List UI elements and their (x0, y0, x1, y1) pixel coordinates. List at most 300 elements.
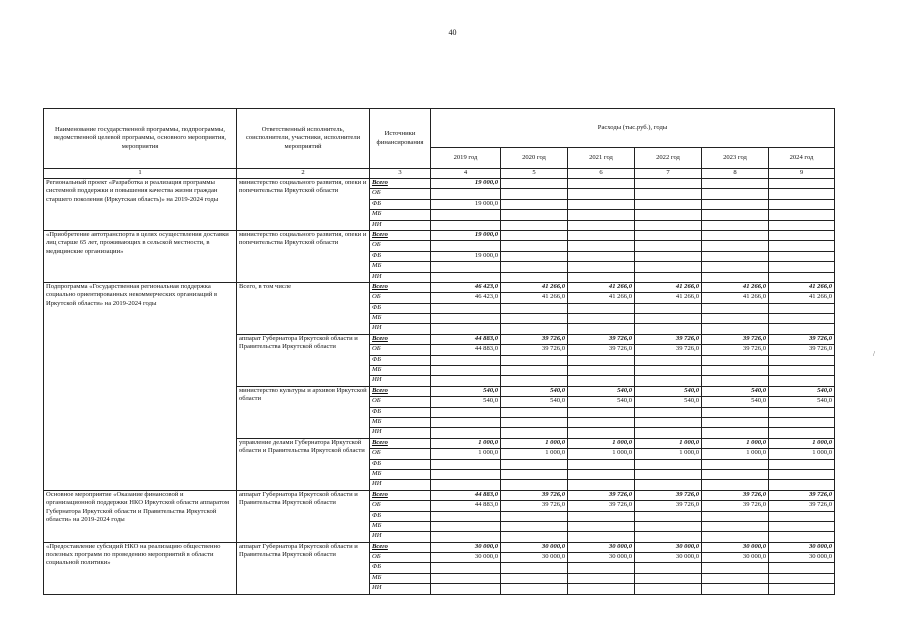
amount-cell (635, 573, 702, 583)
amount-cell (769, 511, 835, 521)
amount-cell (635, 272, 702, 282)
amount-cell (635, 532, 702, 542)
amount-cell (501, 407, 568, 417)
amount-cell (568, 272, 635, 282)
amount-cell: 30 000,0 (501, 553, 568, 563)
amount-cell: 30 000,0 (769, 553, 835, 563)
amount-cell: 39 726,0 (702, 490, 769, 500)
amount-cell: 30 000,0 (769, 542, 835, 552)
funding-source: ОБ (370, 553, 431, 563)
amount-cell (568, 366, 635, 376)
funding-source: МБ (370, 314, 431, 324)
amount-cell: 540,0 (702, 386, 769, 396)
amount-cell (702, 428, 769, 438)
amount-cell (431, 521, 501, 531)
amount-cell: 39 726,0 (501, 490, 568, 500)
amount-cell (568, 417, 635, 427)
amount-cell: 19 000,0 (431, 179, 501, 189)
amount-cell: 39 726,0 (635, 345, 702, 355)
amount-cell: 39 726,0 (501, 501, 568, 511)
amount-cell (568, 189, 635, 199)
amount-cell: 540,0 (501, 397, 568, 407)
amount-cell (769, 469, 835, 479)
executor-name: аппарат Губернатора Иркутской области и Правительства Иркутской области (237, 490, 370, 542)
amount-cell: 39 726,0 (702, 345, 769, 355)
amount-cell (501, 532, 568, 542)
amount-cell (431, 220, 501, 230)
program-name: «Приобретение автотранспорта в целях осуществления доставки лиц старше 65 лет, проживающих в сельской местности, в медицинские организации» (44, 230, 237, 282)
amount-cell: 44 883,0 (431, 490, 501, 500)
amount-cell: 39 726,0 (769, 345, 835, 355)
amount-cell (702, 220, 769, 230)
amount-cell (568, 251, 635, 261)
amount-cell (568, 241, 635, 251)
amount-cell (769, 241, 835, 251)
amount-cell (635, 241, 702, 251)
amount-cell (501, 511, 568, 521)
amount-cell (635, 179, 702, 189)
amount-cell (501, 584, 568, 594)
program-name: Основное мероприятие «Оказание финансовой и организационной поддержки НКО Иркутской области аппаратом Губернатора Иркутской области и Правительства Иркутской области» на 2019-2024 годы (44, 490, 237, 542)
amount-cell (431, 314, 501, 324)
funding-source: Всего (370, 438, 431, 448)
amount-cell (769, 407, 835, 417)
amount-cell (431, 376, 501, 386)
amount-cell: 39 726,0 (501, 334, 568, 344)
amount-cell (568, 230, 635, 240)
amount-cell (431, 459, 501, 469)
amount-cell: 39 726,0 (568, 490, 635, 500)
amount-cell (568, 469, 635, 479)
column-number: 2 (237, 169, 370, 179)
amount-cell (501, 230, 568, 240)
amount-cell: 1 000,0 (501, 449, 568, 459)
amount-cell (702, 521, 769, 531)
funding-source: Всего (370, 386, 431, 396)
amount-cell (635, 511, 702, 521)
amount-cell (568, 220, 635, 230)
amount-cell: 41 266,0 (568, 282, 635, 292)
amount-cell (702, 262, 769, 272)
amount-cell: 39 726,0 (635, 490, 702, 500)
funding-source: ОБ (370, 397, 431, 407)
amount-cell (635, 376, 702, 386)
amount-cell (702, 230, 769, 240)
amount-cell (501, 417, 568, 427)
amount-cell (702, 573, 769, 583)
amount-cell (431, 210, 501, 220)
program-name: Подпрограмма «Государственная региональная поддержка социально ориентированных некоммерческих организаций в Иркутской области» на 2019-2024 годы (44, 282, 237, 490)
amount-cell (702, 314, 769, 324)
executor-name: министерство культуры и архивов Иркутской области (237, 386, 370, 438)
amount-cell (568, 407, 635, 417)
amount-cell (501, 220, 568, 230)
amount-cell: 540,0 (431, 386, 501, 396)
executor-name: управление делами Губернатора Иркутской области и Правительства Иркутской области (237, 438, 370, 490)
amount-cell (769, 251, 835, 261)
amount-cell: 1 000,0 (501, 438, 568, 448)
funding-source: МБ (370, 366, 431, 376)
header-year: 2022 год (635, 148, 702, 169)
amount-cell (431, 532, 501, 542)
funding-source: Всего (370, 230, 431, 240)
funding-source: ИИ (370, 324, 431, 334)
margin-mark: / (873, 350, 875, 358)
amount-cell: 39 726,0 (635, 501, 702, 511)
header-expenses: Расходы (тыс.руб.), годы (431, 109, 835, 148)
amount-cell: 41 266,0 (702, 293, 769, 303)
budget-table (43, 108, 835, 595)
page-number: 40 (448, 28, 457, 37)
executor-name: министерство социального развития, опеки и попечительства Иркутской области (237, 230, 370, 282)
amount-cell (431, 366, 501, 376)
amount-cell (635, 584, 702, 594)
amount-cell: 30 000,0 (635, 542, 702, 552)
amount-cell (769, 532, 835, 542)
amount-cell (702, 376, 769, 386)
amount-cell: 30 000,0 (702, 553, 769, 563)
amount-cell (769, 376, 835, 386)
amount-cell (568, 459, 635, 469)
amount-cell: 30 000,0 (431, 553, 501, 563)
amount-cell (635, 417, 702, 427)
amount-cell (635, 563, 702, 573)
amount-cell (568, 563, 635, 573)
amount-cell (501, 459, 568, 469)
amount-cell (635, 210, 702, 220)
amount-cell: 1 000,0 (635, 438, 702, 448)
funding-source: Всего (370, 179, 431, 189)
amount-cell: 30 000,0 (501, 542, 568, 552)
funding-source: ОБ (370, 189, 431, 199)
amount-cell (501, 303, 568, 313)
column-number: 1 (44, 169, 237, 179)
amount-cell (635, 428, 702, 438)
header-year: 2024 год (769, 148, 835, 169)
amount-cell (635, 230, 702, 240)
amount-cell (568, 480, 635, 490)
amount-cell (635, 324, 702, 334)
amount-cell: 46 423,0 (431, 282, 501, 292)
amount-cell: 30 000,0 (568, 553, 635, 563)
amount-cell (635, 521, 702, 531)
amount-cell: 44 883,0 (431, 334, 501, 344)
column-number: 4 (431, 169, 501, 179)
amount-cell (702, 469, 769, 479)
amount-cell: 1 000,0 (769, 449, 835, 459)
amount-cell (769, 584, 835, 594)
amount-cell (769, 220, 835, 230)
amount-cell (702, 210, 769, 220)
amount-cell (431, 324, 501, 334)
amount-cell (769, 199, 835, 209)
amount-cell: 540,0 (568, 386, 635, 396)
amount-cell (568, 262, 635, 272)
amount-cell (501, 480, 568, 490)
amount-cell: 39 726,0 (769, 490, 835, 500)
amount-cell (635, 189, 702, 199)
amount-cell (769, 272, 835, 282)
amount-cell (702, 407, 769, 417)
program-name: Региональный проект «Разработка и реализация программы системной поддержки и повышения качества жизни граждан старшего поколения (Иркутская область)» на 2019-2024 годы (44, 179, 237, 231)
amount-cell (501, 428, 568, 438)
amount-cell (431, 469, 501, 479)
amount-cell (501, 189, 568, 199)
amount-cell: 44 883,0 (431, 501, 501, 511)
amount-cell (769, 573, 835, 583)
amount-cell: 540,0 (568, 397, 635, 407)
funding-source: ИИ (370, 532, 431, 542)
amount-cell (769, 179, 835, 189)
funding-source: ИИ (370, 272, 431, 282)
amount-cell (635, 407, 702, 417)
column-number: 8 (702, 169, 769, 179)
amount-cell (431, 417, 501, 427)
table-row (44, 282, 835, 292)
executor-name: аппарат Губернатора Иркутской области и Правительства Иркутской области (237, 334, 370, 386)
amount-cell: 30 000,0 (702, 542, 769, 552)
amount-cell (431, 511, 501, 521)
header-year: 2019 год (431, 148, 501, 169)
funding-source: МБ (370, 417, 431, 427)
funding-source: ОБ (370, 345, 431, 355)
funding-source: МБ (370, 521, 431, 531)
amount-cell (501, 376, 568, 386)
amount-cell: 39 726,0 (568, 501, 635, 511)
amount-cell (635, 220, 702, 230)
amount-cell: 540,0 (769, 397, 835, 407)
funding-source: ИИ (370, 428, 431, 438)
amount-cell: 540,0 (431, 397, 501, 407)
amount-cell (501, 241, 568, 251)
column-number: 5 (501, 169, 568, 179)
amount-cell: 30 000,0 (568, 542, 635, 552)
amount-cell (501, 199, 568, 209)
amount-cell (431, 272, 501, 282)
amount-cell (702, 417, 769, 427)
amount-cell: 44 883,0 (431, 345, 501, 355)
amount-cell (501, 251, 568, 261)
amount-cell (568, 584, 635, 594)
funding-source: ФБ (370, 459, 431, 469)
table-body (44, 179, 835, 595)
amount-cell (702, 511, 769, 521)
funding-source: ИИ (370, 480, 431, 490)
amount-cell (568, 573, 635, 583)
amount-cell: 39 726,0 (702, 334, 769, 344)
amount-cell: 39 726,0 (568, 345, 635, 355)
amount-cell: 39 726,0 (769, 334, 835, 344)
amount-cell (568, 428, 635, 438)
amount-cell (431, 584, 501, 594)
amount-cell (769, 563, 835, 573)
amount-cell (769, 262, 835, 272)
header-year: 2021 год (568, 148, 635, 169)
amount-cell (501, 563, 568, 573)
amount-cell (635, 366, 702, 376)
funding-source: Всего (370, 282, 431, 292)
column-number: 6 (568, 169, 635, 179)
amount-cell: 41 266,0 (501, 293, 568, 303)
amount-cell (769, 521, 835, 531)
amount-cell (501, 314, 568, 324)
amount-cell (702, 366, 769, 376)
funding-source: ФБ (370, 511, 431, 521)
amount-cell (501, 179, 568, 189)
amount-cell: 1 000,0 (635, 449, 702, 459)
amount-cell (702, 459, 769, 469)
amount-cell (568, 521, 635, 531)
header-source-column: Источники финансирования (370, 109, 431, 169)
amount-cell (702, 480, 769, 490)
amount-cell (501, 262, 568, 272)
amount-cell (431, 428, 501, 438)
amount-cell (702, 179, 769, 189)
amount-cell (431, 480, 501, 490)
amount-cell: 19 000,0 (431, 251, 501, 261)
amount-cell (501, 324, 568, 334)
amount-cell: 540,0 (769, 386, 835, 396)
funding-source: ИИ (370, 376, 431, 386)
amount-cell: 46 423,0 (431, 293, 501, 303)
amount-cell (702, 272, 769, 282)
program-name: «Предоставление субсидий НКО на реализацию общественно полезных программ по проведению мероприятий в области социальной политики» (44, 542, 237, 594)
header-name-column: Наименование государственной программы, подпрограммы, ведомственной целевой программы, основного мероприятия, мероприятия (44, 109, 237, 169)
amount-cell: 1 000,0 (431, 438, 501, 448)
amount-cell: 41 266,0 (769, 293, 835, 303)
executor-name: министерство социального развития, опеки и попечительства Иркутской области (237, 179, 370, 231)
amount-cell (702, 355, 769, 365)
amount-cell (769, 480, 835, 490)
amount-cell: 39 726,0 (635, 334, 702, 344)
amount-cell (501, 469, 568, 479)
amount-cell: 19 000,0 (431, 230, 501, 240)
amount-cell (702, 241, 769, 251)
funding-source: МБ (370, 469, 431, 479)
amount-cell (568, 303, 635, 313)
amount-cell: 19 000,0 (431, 199, 501, 209)
amount-cell: 39 726,0 (501, 345, 568, 355)
funding-source: ФБ (370, 199, 431, 209)
amount-cell (568, 199, 635, 209)
amount-cell (568, 210, 635, 220)
amount-cell (702, 199, 769, 209)
amount-cell (501, 355, 568, 365)
amount-cell (769, 459, 835, 469)
amount-cell: 1 000,0 (568, 449, 635, 459)
amount-cell (635, 459, 702, 469)
amount-cell (635, 262, 702, 272)
header-executor-column: Ответственный исполнитель, соисполнители, участники, исполнители мероприятий (237, 109, 370, 169)
amount-cell (501, 272, 568, 282)
amount-cell (635, 480, 702, 490)
amount-cell (635, 303, 702, 313)
header-year: 2020 год (501, 148, 568, 169)
amount-cell (501, 210, 568, 220)
amount-cell: 540,0 (635, 386, 702, 396)
amount-cell (769, 428, 835, 438)
amount-cell (431, 573, 501, 583)
amount-cell: 1 000,0 (702, 438, 769, 448)
amount-cell (702, 584, 769, 594)
funding-source: ОБ (370, 501, 431, 511)
amount-cell: 1 000,0 (702, 449, 769, 459)
amount-cell (568, 324, 635, 334)
amount-cell: 41 266,0 (568, 293, 635, 303)
amount-cell: 41 266,0 (501, 282, 568, 292)
amount-cell (501, 573, 568, 583)
amount-cell (769, 210, 835, 220)
funding-source: ОБ (370, 449, 431, 459)
funding-source: ФБ (370, 355, 431, 365)
amount-cell (431, 563, 501, 573)
table-row (44, 542, 835, 552)
amount-cell (769, 366, 835, 376)
amount-cell: 1 000,0 (769, 438, 835, 448)
funding-source: МБ (370, 262, 431, 272)
amount-cell (568, 532, 635, 542)
amount-cell (431, 407, 501, 417)
table-row (44, 230, 835, 240)
amount-cell (769, 324, 835, 334)
amount-cell (431, 241, 501, 251)
amount-cell (568, 511, 635, 521)
funding-source: Всего (370, 490, 431, 500)
amount-cell: 1 000,0 (431, 449, 501, 459)
amount-cell: 39 726,0 (568, 334, 635, 344)
header-year: 2023 год (702, 148, 769, 169)
funding-source: ФБ (370, 251, 431, 261)
amount-cell: 41 266,0 (635, 282, 702, 292)
amount-cell (702, 563, 769, 573)
funding-source: ОБ (370, 241, 431, 251)
amount-cell (635, 314, 702, 324)
funding-source: ИИ (370, 220, 431, 230)
table-row (44, 179, 835, 189)
amount-cell (431, 355, 501, 365)
amount-cell: 30 000,0 (635, 553, 702, 563)
amount-cell: 41 266,0 (635, 293, 702, 303)
amount-cell (501, 521, 568, 531)
amount-cell (635, 251, 702, 261)
amount-cell (702, 303, 769, 313)
amount-cell (702, 324, 769, 334)
amount-cell: 540,0 (635, 397, 702, 407)
amount-cell (769, 355, 835, 365)
amount-cell (702, 189, 769, 199)
funding-source: Всего (370, 334, 431, 344)
funding-source: ФБ (370, 303, 431, 313)
amount-cell: 41 266,0 (702, 282, 769, 292)
amount-cell: 41 266,0 (769, 282, 835, 292)
amount-cell (769, 230, 835, 240)
amount-cell (769, 314, 835, 324)
funding-source: ОБ (370, 293, 431, 303)
amount-cell: 540,0 (501, 386, 568, 396)
amount-cell (702, 251, 769, 261)
column-number: 3 (370, 169, 431, 179)
amount-cell (702, 532, 769, 542)
amount-cell: 39 726,0 (702, 501, 769, 511)
amount-cell: 1 000,0 (568, 438, 635, 448)
amount-cell (568, 376, 635, 386)
amount-cell (635, 199, 702, 209)
amount-cell (568, 355, 635, 365)
amount-cell (635, 469, 702, 479)
funding-source: МБ (370, 210, 431, 220)
executor-name: аппарат Губернатора Иркутской области и Правительства Иркутской области (237, 542, 370, 594)
amount-cell (769, 303, 835, 313)
